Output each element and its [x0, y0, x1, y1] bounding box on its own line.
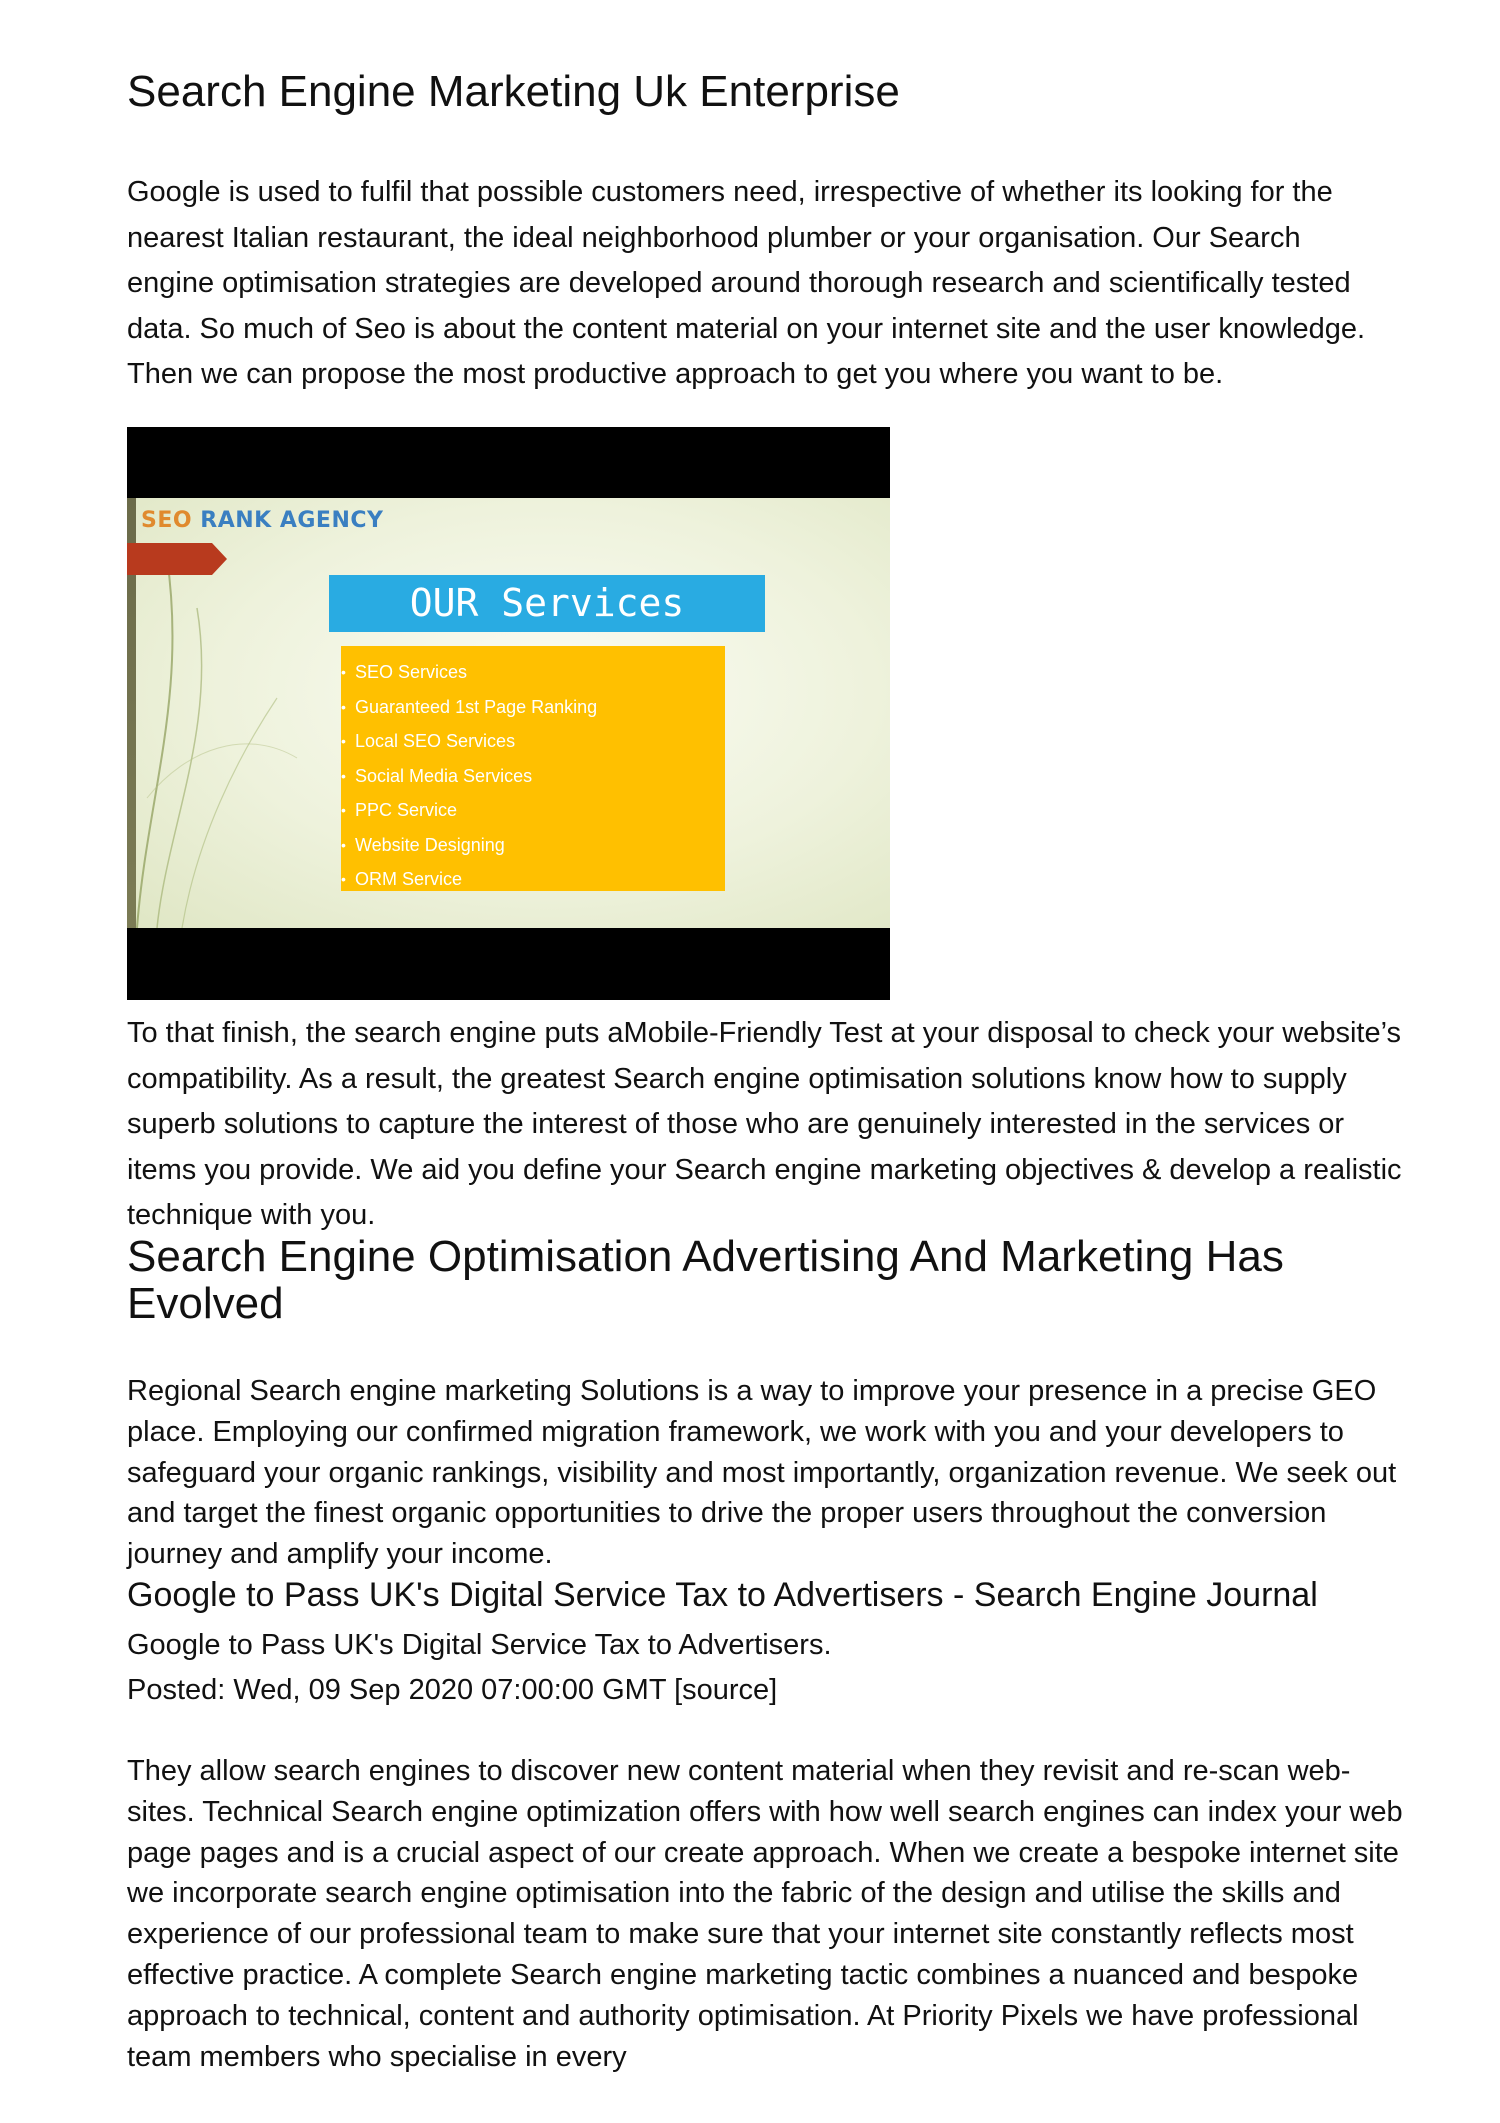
embedded-video[interactable] [127, 427, 890, 1000]
intro-paragraph: Google is used to fulfil that possible customers need, irrespective of whether its looking for the nearest Italian restaurant, the ideal neighborhood plumber or your organisation. Our Search engine optimisation strategies are developed around thorough research and scientifically tested data. So much of Seo is about the content material on your internet site and the user knowledge. Then we can propose the most productive approach to get you where you want to be. [127, 176, 1366, 390]
bullet: • [341, 802, 346, 818]
bullet: • [341, 767, 346, 784]
news-summary: Google to Pass UK's Digital Service Tax to Advertisers. [127, 1629, 832, 1661]
bullet: • [341, 698, 346, 715]
red-flag-icon [127, 543, 227, 575]
brand-rank: RANK AGENCY [200, 508, 384, 533]
bullet: • [341, 664, 346, 680]
brand-logo [141, 508, 383, 533]
news-headline[interactable]: Google to Pass UK's Digital Service Tax to Advertisers - Search Engine Journal [127, 1576, 1318, 1614]
bullet: • [341, 733, 346, 749]
page-title: Search Engine Marketing Uk Enterprise [127, 67, 900, 116]
body-paragraph-2: To that finish, the search engine puts aMobile-Friendly Test at your disposal to check your website’s compatibility. As a result, the greatest Search engine optimisation solutions know how to supply superb solutions to capture the interest of those who are genuinely interested in the services or items you provide. We aid you define your Search engine marketing objectives & develop a realistic technique with you. [127, 1017, 1402, 1231]
list-item: • SEO Services [341, 655, 725, 690]
video-frame [127, 498, 890, 928]
bullet: • [341, 871, 346, 887]
bullet: • [341, 836, 346, 853]
services-title: OUR Services [329, 575, 765, 632]
list-item: • PPC Service [341, 793, 725, 828]
section-heading: Search Engine Optimisation Advertising And Marketing Has Evolved [127, 1232, 1284, 1328]
list-item: • Local SEO Services [341, 724, 725, 759]
list-item: • Website Designing [341, 828, 725, 863]
list-item: • Guaranteed 1st Page Ranking [341, 690, 725, 725]
list-item: • Social Media Services [341, 759, 725, 794]
services-box [341, 646, 725, 891]
news-posted: Posted: Wed, 09 Sep 2020 07:00:00 GMT [source] [127, 1674, 778, 1706]
body-paragraph-4: They allow search engines to discover new content material when they revisit and re-scan web-sites. Technical Search engine optimization offers with how well search engines can index your web page pages and is a crucial aspect of our create approach. When we create a bespoke internet site we incorporate search engine optimisation into the fabric of the design and utilise the skills and experience of our professional team to make sure that your internet site constantly reflects most effective practice. A complete Search engine marketing tactic combines a nuanced and bespoke approach to technical, content and authority optimisation. At Priority Pixels we have professional team members who specialise in every [127, 1755, 1403, 2073]
body-paragraph-3: Regional Search engine marketing Solutions is a way to improve your presence in a precise GEO place. Employing our confirmed migration framework, we work with you and your developers to safeguard your organic rankings, visibility and most importantly, organization revenue. We seek out and target the finest organic opportunities to drive the proper users throughout the conversion journey and amplify your income. [127, 1375, 1397, 1571]
list-item: • ORM Service [341, 862, 725, 897]
brand-seo: SEO [141, 508, 193, 533]
services-list [341, 646, 725, 897]
